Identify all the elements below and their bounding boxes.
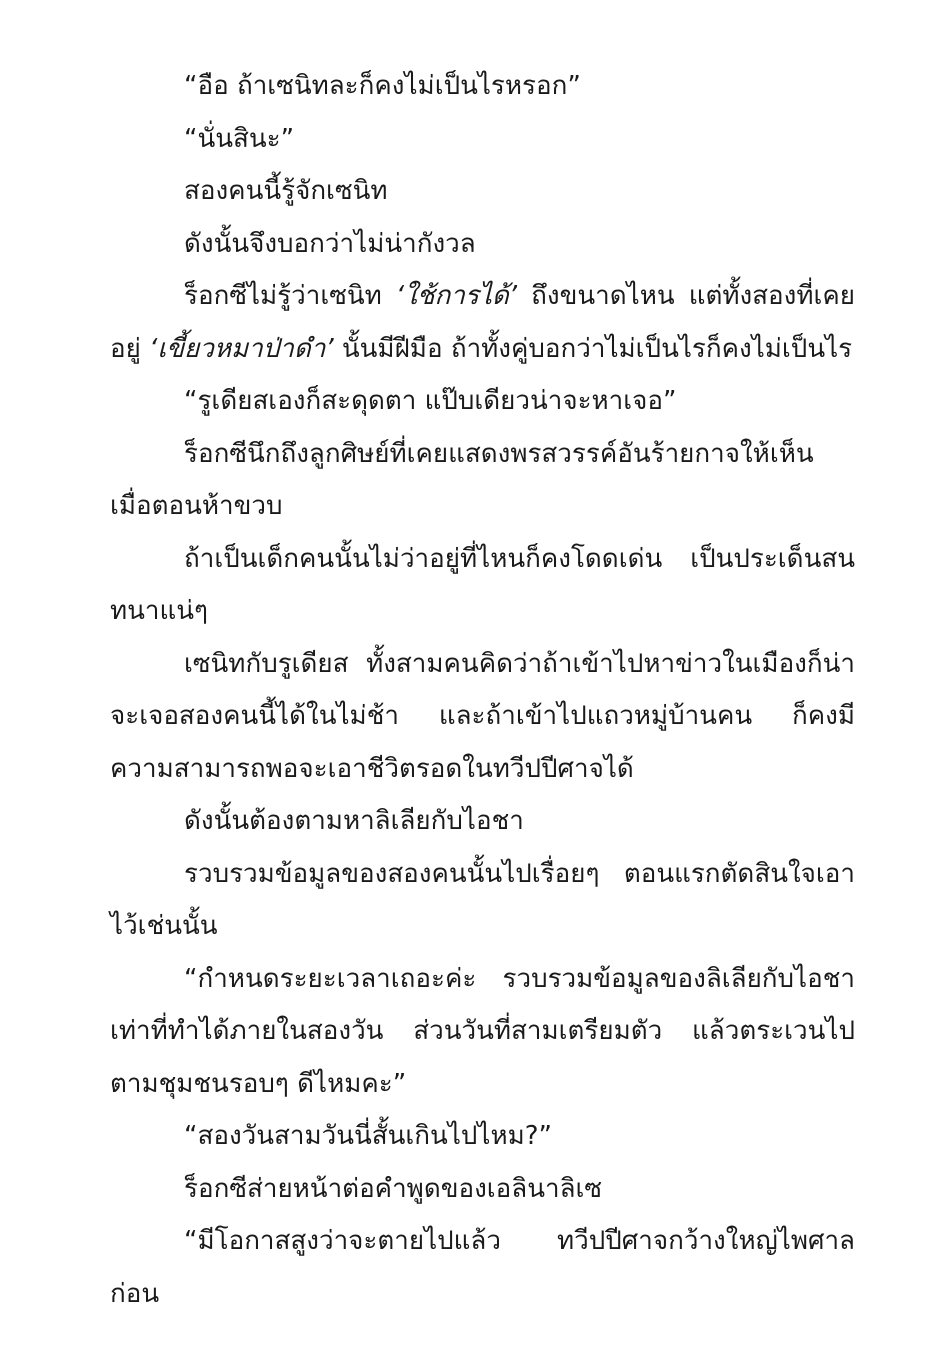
text-segment: “อือ ถ้าเซนิทละก็คงไม่เป็นไรหรอก” xyxy=(184,71,581,101)
emphasized-text: ‘เขี้ยวหมาป่าดำ’ xyxy=(149,333,334,364)
text-segment: ดังนั้นจึงบอกว่าไม่น่ากังวล xyxy=(184,228,476,259)
paragraph xyxy=(110,428,855,533)
text-segment: ดังนั้นต้องตามหาลิเลียกับไอชา xyxy=(184,806,524,836)
text-segment: รวบรวมข้อมูลของสองคนนั้นไปเรื่อยๆ ตอนแรกตัดสินใจเอาไว้เช่นนั้น xyxy=(110,858,855,941)
text-segment: “รูเดียสเองก็สะดุดตา แป๊บเดียวน่าจะหาเจอ” xyxy=(184,386,677,416)
paragraph xyxy=(110,218,855,271)
text-segment: ถ้าเป็นเด็กคนนั้นไม่ว่าอยู่ที่ไหนก็คงโดดเด่น เป็นประเด็นสนทนาแน่ๆ xyxy=(110,543,855,626)
emphasized-text: ‘ใช้การได้’ xyxy=(395,281,518,311)
paragraph xyxy=(110,533,855,638)
text-segment: ร็อกซีส่ายหน้าต่อคำพูดของเอลินาลิเซ xyxy=(184,1173,603,1204)
text-segment: ร็อกซีไม่รู้ว่าเซนิท xyxy=(184,281,396,311)
text-segment: ร็อกซีนึกถึงลูกศิษย์ที่เคยแสดงพรสวรรค์อันร้ายกาจให้เห็นเมื่อตอนห้าขวบ xyxy=(110,438,814,521)
text-segment: นั้นมีฝีมือ ถ้าทั้งคู่บอกว่าไม่เป็นไรก็คงไม่เป็นไร xyxy=(333,333,853,364)
text-segment: เซนิทกับรูเดียส ทั้งสามคนคิดว่าถ้าเข้าไปหาข่าวในเมืองก็น่าจะเจอสองคนนี้ได้ในไม่ช้า และถ้าเข้าไปแถวหมู่บ้านคน ก็คงมีความสามารถพอจะเอาชีวิตรอดในทวีปปีศาจได้ xyxy=(110,648,855,784)
paragraph xyxy=(110,1215,855,1320)
text-segment: “มีโอกาสสูงว่าจะตายไปแล้ว ทวีปปีศาจกว้างใหญ่ไพศาล ก่อน xyxy=(110,1226,855,1309)
paragraph xyxy=(110,113,855,166)
paragraph xyxy=(110,60,855,113)
text-segment: “สองวันสามวันนี่สั้นเกินไปไหม?” xyxy=(184,1121,553,1151)
paragraph xyxy=(110,1110,855,1163)
paragraph xyxy=(110,848,855,953)
paragraph xyxy=(110,165,855,218)
text-segment: “นั่นสินะ” xyxy=(184,123,295,154)
text-segment: ถึงขนาดไหน แต่ทั้งสองที่เคยอยู่ xyxy=(110,281,856,364)
paragraph xyxy=(110,375,855,428)
paragraph xyxy=(110,953,855,1111)
text-column xyxy=(110,60,855,1320)
paragraph xyxy=(110,270,855,375)
paragraph xyxy=(110,795,855,848)
text-segment: สองคนนี้รู้จักเซนิท xyxy=(184,176,388,206)
text-segment: “กำหนดระยะเวลาเถอะค่ะ รวบรวมข้อมูลของลิเลียกับไอชาเท่าที่ทำได้ภายในสองวัน ส่วนวันที่สามเตรียมตัว แล้วตระเวนไปตามชุมชนรอบๆ ดีไหมคะ” xyxy=(110,963,855,1099)
paragraph xyxy=(110,638,855,796)
paragraph xyxy=(110,1163,855,1216)
